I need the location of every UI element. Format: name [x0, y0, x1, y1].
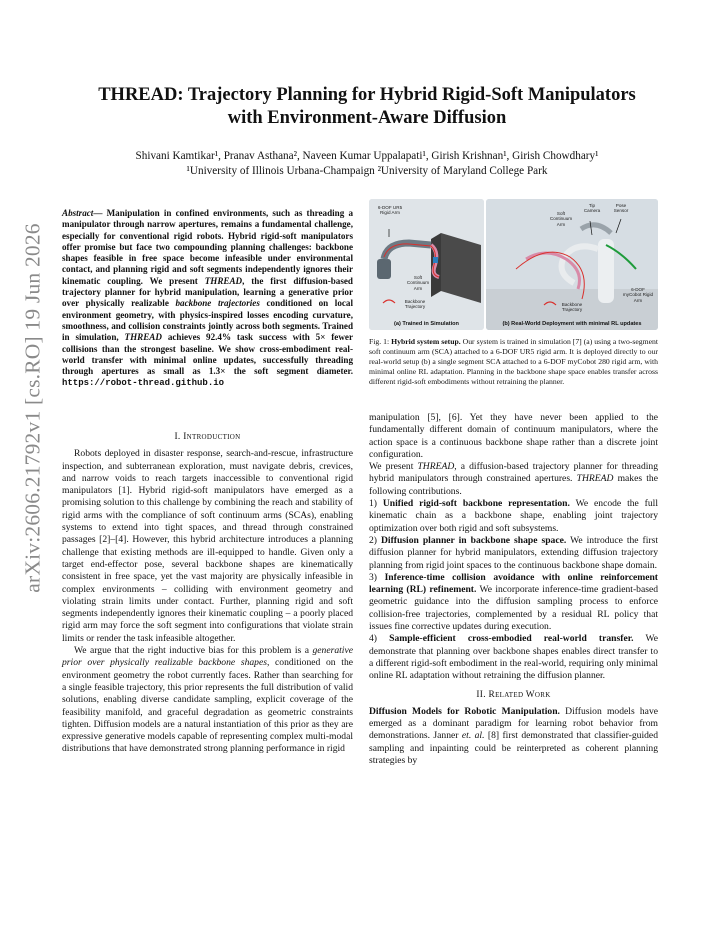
contribution-2: 2) Diffusion planner in backbone shape space. We introduce the first diffusion planner for hybrid manipulators, extending diffusion trajectory planning from rigid joint spaces to the continuous backbone shape domain.: [369, 534, 659, 571]
right-paragraph-2: [369, 461, 658, 498]
affiliations: ¹University of Illinois Urbana-Champaign ²University of Maryland College Park: [186, 165, 548, 177]
figure-caption-title: Hybrid system setup.: [391, 337, 461, 346]
arxiv-id: arXiv:2606.21792v1 [cs.RO] 19 Jun 2026: [20, 223, 45, 593]
arxiv-sidebar-stamp: [8, 148, 58, 668]
contribution-1-text: We encode the full kinematic chain as a backbone shape, enabling joint trajectory optimization over both rigid and soft subsystems.: [369, 498, 658, 534]
figure-caption-text: Our system is trained in simulation [7] (a) using a two-segment soft continuum arm (SCA) attached to a 6-DOF UR5 rigid arm. It is deployed directly to our real-world setup (b) a single segment SCA attached to a 6-DOF myCobot 280 rigid arm, with minimal online RL adaptation. Planning in the backbone shape space enables transfer across different rigid-soft embodiments without retraining the planner.: [369, 337, 658, 386]
contribution-3-title: Inference-time collision avoidance with online reinforcement learning (RL) refinement.: [369, 571, 658, 596]
label-mycobot-rigid-arm: 6-DOF myCobot Rigid Arm: [622, 287, 654, 303]
figure-panel-real-world: [486, 199, 658, 330]
abstract-text-a: — Manipulation in confined environments, such as threading a manipulator through narrow apertures, remains a fundamental challenge, especially for conventional rigid robots. Hybrid rigid-soft manipulators offer promise but face two compounding planning challenges: backbone shapes feasible in free space become infeasible under environmental contact, and planning rigid and soft segments independently ignores their kinematic coupling. We present: [62, 208, 353, 286]
label-backbone-trajectory-real: Backbone Trajectory: [561, 302, 583, 313]
section-number-1: I.: [174, 432, 184, 442]
abstract-text-d: achieves 92.4% task success with 5× fewer collisions than the strongest baseline. We show cross-embodiment real-world transfer with minimal online updates, successfully threading through apertures as small as 1.3× the soft segment diameter.: [62, 332, 353, 377]
abstract-text-b: , the first diffusion-based trajectory planner for hybrid manipulation, learning a generative prior over physically realizable: [62, 275, 353, 309]
related-work-paragraph: [369, 706, 658, 767]
related-work-subheading: Diffusion Models for Robotic Manipulation.: [369, 705, 560, 717]
section-heading-related-work: [369, 689, 658, 701]
contribution-4-text: We demonstrate that planning over backbone shapes enables direct transfer to a different rigid-soft embodiment in the real-world, requiring only minimal online RL adaptation without retraining the diffusion planner.: [369, 633, 658, 682]
section-title-2: Related Work: [488, 689, 551, 700]
right-thread-name: THREAD: [417, 461, 455, 473]
label-pose-sensor: Pose Sensor: [613, 203, 629, 214]
section-title-1: Introduction: [183, 432, 241, 442]
contribution-1: 1) Unified rigid-soft backbone representation. We encode the full kinematic chain as a backbone shape, enabling joint trajectory optimization over both rigid and soft subsystems.: [369, 498, 658, 534]
author-names: Shivani Kamtikar¹, Pranav Asthana², Naveen Kumar Uppalapati¹, Girish Krishnan¹, Girish Chowdhary¹: [135, 150, 599, 162]
intro-p2-a: We argue that the right inductive bias for this problem is a: [74, 645, 313, 657]
abstract: [62, 208, 353, 390]
intro-p2-emphasis: generative prior over physically realizable backbone shapes: [62, 645, 353, 669]
figure-1: [369, 199, 658, 331]
label-tip-camera: Tip Camera: [583, 203, 601, 214]
abstract-thread-name: THREAD: [204, 275, 243, 286]
abstract-thread-name-2: THREAD: [124, 332, 162, 343]
figure-panel-simulation: [369, 199, 484, 330]
author-block: [62, 149, 672, 179]
obstacle-wall: [441, 233, 481, 303]
introduction-section: [62, 425, 353, 756]
right-column-body: [369, 412, 658, 767]
abstract-text-c: conditioned on local environment geometry, with physics-inspired losses encoding curvature, smoothness, and collision constraints jointly across both segments. Trained in simulation,: [62, 298, 353, 343]
right-p2-a: We present: [369, 461, 418, 473]
ur5-base: [377, 259, 391, 279]
label-ur5-rigid-arm: 6-DOF UR5 Rigid Arm: [377, 205, 403, 216]
related-work-text-b: [8] first demonstrated that classifier-guided sampling and inpainting could be reinterpreted as coherent planning strategies by: [369, 730, 658, 767]
contribution-2-text: We introduce the first diffusion planner for hybrid manipulators, extending diffusion trajectory planning from rigid joint spaces to the continuous backbone shape domain.: [369, 534, 659, 571]
contribution-2-title: Diffusion planner in backbone shape space.: [380, 534, 567, 546]
contribution-4-title: Sample-efficient cross-embodied real-world transfer.: [389, 633, 634, 645]
intro-paragraph-2: [62, 645, 353, 756]
related-work-text-a: Diffusion models have emerged as a dominant paradigm for learning robot behavior from demonstrations. Janner: [369, 705, 658, 742]
abstract-label: Abstract: [62, 208, 94, 218]
contribution-3: 3) Inference-time collision avoidance with online reinforcement learning (RL) refinement. We incorporate inference-time gradient-based geometric guidance into the diffusion sampling process to enforce collision-free trajectories, complemented by a residual RL policy that issues fine corrective updates during execution.: [369, 571, 658, 633]
simulation-render: [369, 199, 484, 330]
project-url[interactable]: https://robot-thread.github.io: [62, 378, 225, 389]
label-soft-continuum-arm-real: Soft Continuum Arm: [549, 211, 573, 227]
right-thread-name-2: THREAD: [576, 473, 614, 485]
panel-b-caption: (b) Real-World Deployment with minimal RL updates: [502, 321, 642, 327]
right-p2-b: , a diffusion-based trajectory planner for threading hybrid manipulators through constrained apertures.: [369, 461, 658, 485]
related-work-etal: et. al.: [461, 730, 485, 742]
title-line-1: THREAD: Trajectory Planning for Hybrid Rigid-Soft Manipulators: [98, 85, 636, 105]
right-paragraph-1: manipulation [5], [6]. Yet they have never been applied to the fundamentally different domain of continuum manipulators, where the action space is a continuous backbone shape rather than a discrete joint configuration.: [369, 412, 658, 460]
figure-1-caption: [369, 337, 658, 387]
intro-paragraph-1: Robots deployed in disaster response, search-and-rescue, infrastructure inspection, and subterranean exploration, must navigate debris, crevices, and narrow voids to reach targets inaccessible to conventional rigid manipulators [1]. Hybrid rigid-soft manipulators have emerged as a promising solution to this challenge by combining the reach and stability of rigid arms with the compliance of soft continuum arms (SCAs), enabling systems to extend into tight spaces, and thread through constrained passages [2]–[4]. However, this hybrid architecture introduces a planning challenge that existing methods are ill-equipped to handle. Given only a target end-effector pose, several backbone shapes are kinematically consistent in free space, yet the vast majority are physically infeasible in complex environments – colliding with environment geometry and violating strain limits under contact. Further, planning rigid and soft segments independently ignores their kinematic coupling – a poorly placed rigid arm may force the soft segment into configurations that violate strain limits or render the task infeasible altogether.: [62, 448, 353, 644]
abstract-backbone-term: backbone trajectories: [175, 298, 260, 309]
right-p2-c: makes the following contributions.: [369, 473, 658, 497]
label-soft-continuum-arm-sim: Soft Continuum Arm: [406, 275, 430, 291]
section-number-2: II.: [476, 689, 489, 700]
contribution-3-text: We incorporate inference-time gradient-based geometric guidance into the diffusion sampling process to enforce collision-free trajectories, complemented by a residual RL policy that issues fine corrective updates during execution.: [369, 584, 658, 633]
label-backbone-trajectory-sim: Backbone Trajectory: [404, 299, 426, 310]
intro-p2-b: , conditioned on the environment geometry the robot currently faces. Rather than searching for a single feasible trajectory, this prior represents the full distribution of valid solutions, enabling diverse candidate sampling, explicit coverage of the feasibility manifold, and graceful degradation as geometric constraints tighten. Diffusion models are a natural instantiation of this prior as they are expressive generative models capable of representing complex multi-modal distributions that have demonstrated strong planning performance in rigid: [62, 657, 353, 755]
contribution-4: 4) Sample-efficient cross-embodied real-world transfer. We demonstrate that planning over backbone shapes enables direct transfer to a different rigid-soft embodiment in the real-world, requiring only minimal online RL adaptation without retraining the diffusion planner.: [369, 633, 658, 682]
contribution-1-title: Unified rigid-soft backbone representation.: [382, 498, 570, 510]
panel-a-caption: (a) Trained in Simulation: [394, 321, 459, 327]
paper-title: [62, 84, 672, 130]
figure-label: Fig. 1:: [369, 337, 392, 346]
title-line-2: with Environment-Aware Diffusion: [227, 108, 507, 128]
section-heading-introduction: [62, 431, 353, 443]
